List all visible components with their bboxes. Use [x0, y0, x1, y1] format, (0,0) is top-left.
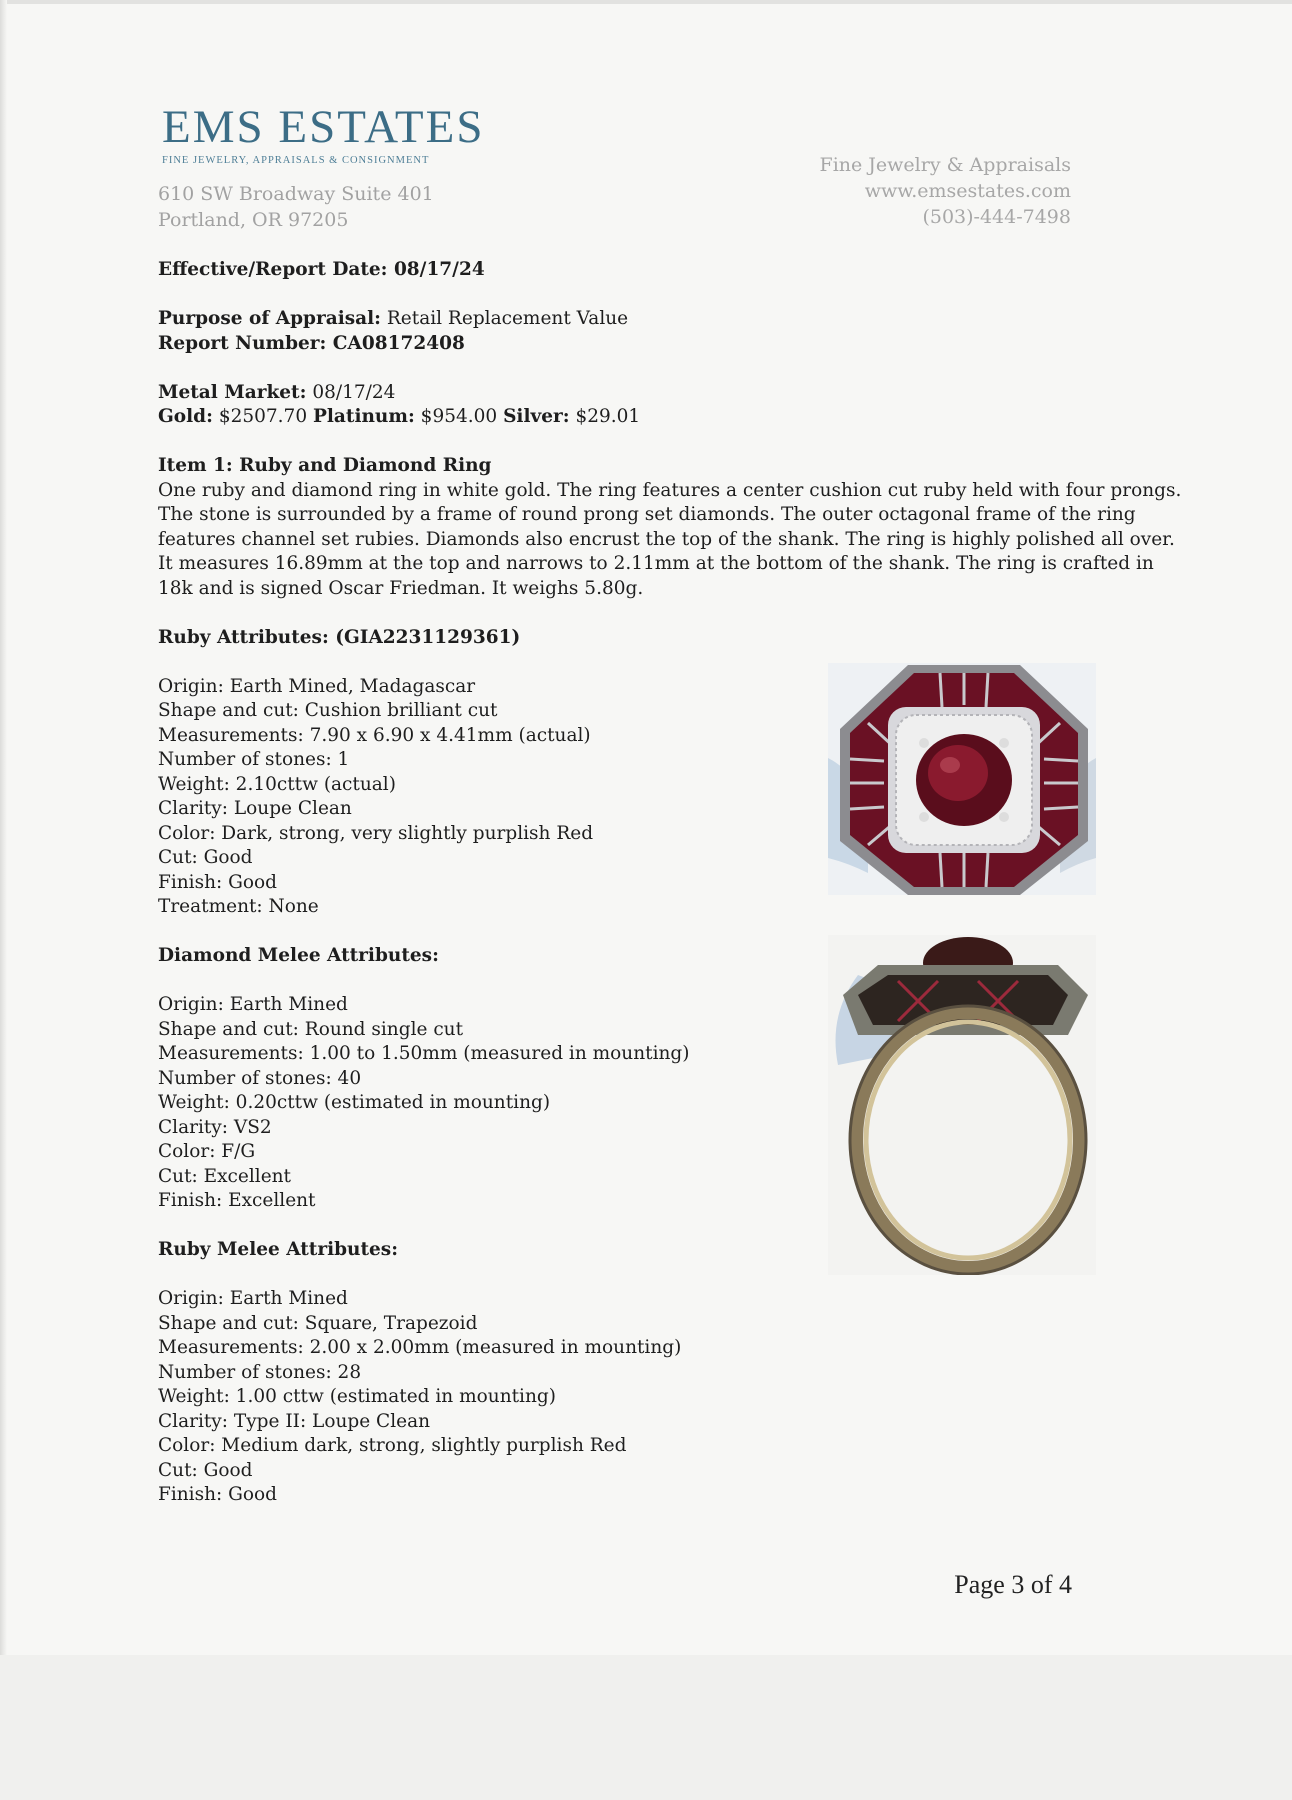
- item-description: [158, 479, 1182, 602]
- ruby-melee-attributes: [158, 1287, 1158, 1508]
- description-line: One ruby and diamond ring in white gold. The ring features a center cushion cut ruby held with four prongs.: [158, 479, 1182, 501]
- ring-top-view-photo: [828, 663, 1096, 895]
- attribute-line: Shape and cut: Round single cut: [158, 1018, 464, 1040]
- attribute-line: Clarity: Type II: Loupe Clean: [158, 1410, 431, 1432]
- attribute-line: Finish: Good: [158, 1484, 278, 1505]
- ruby-attributes-heading: Ruby Attributes: (GIA2231129361): [158, 626, 521, 648]
- attribute-line: Cut: Excellent: [158, 1165, 291, 1187]
- report-date: Effective/Report Date: 08/17/24: [158, 259, 485, 280]
- attribute-line: Measurements: 1.00 to 1.50mm (measured in mounting): [158, 1043, 690, 1064]
- attribute-line: Cut: Good: [158, 1459, 253, 1481]
- attribute-line: Number of stones: 1: [158, 749, 350, 770]
- ruby-melee-heading: Ruby Melee Attributes:: [158, 1239, 399, 1260]
- description-line: 18k and is signed Oscar Friedman. It weighs 5.80g.: [158, 577, 644, 599]
- attribute-line: Color: F/G: [158, 1141, 256, 1162]
- diamond-melee-heading: Diamond Melee Attributes:: [158, 945, 439, 966]
- description-line: The stone is surrounded by a frame of round prong set diamonds. The outer octagonal frame of the ring: [158, 504, 1136, 525]
- scan-background: [0, 1655, 1292, 1800]
- page-edge-shadow: [0, 0, 7, 1800]
- company-contact: [700, 152, 1071, 230]
- attribute-line: Color: Dark, strong, very slightly purplish Red: [158, 822, 594, 844]
- attribute-line: Color: Medium dark, strong, slightly purplish Red: [158, 1435, 627, 1456]
- report-number: Report Number: CA08172408: [158, 332, 465, 354]
- brand-tagline: FINE JEWELRY, APPRAISALS & CONSIGNMENT: [162, 155, 430, 166]
- contact-phone: (503)-444-7498: [922, 206, 1071, 228]
- attribute-line: Measurements: 2.00 x 2.00mm (measured in mounting): [158, 1337, 682, 1358]
- description-line: It measures 16.89mm at the top and narrows to 2.11mm at the bottom of the shank. The ring is crafted in: [158, 553, 1154, 574]
- attribute-line: Weight: 1.00 cttw (estimated in mounting): [158, 1386, 556, 1407]
- metal-prices: Gold: $2507.70 Platinum: $954.00 Silver: $29.01: [158, 406, 641, 427]
- attribute-line: Measurements: 7.90 x 6.90 x 4.41mm (actual): [158, 724, 591, 746]
- attribute-line: Finish: Excellent: [158, 1190, 316, 1211]
- metal-market: Metal Market: 08/17/24: [158, 381, 396, 403]
- attribute-line: Number of stones: 40: [158, 1067, 362, 1089]
- ring-side-view-photo: [828, 935, 1096, 1275]
- attribute-line: Origin: Earth Mined: [158, 1288, 348, 1309]
- contact-website: www.emsestates.com: [864, 180, 1071, 202]
- attribute-line: Number of stones: 28: [158, 1361, 362, 1383]
- page-number: Page 3 of 4: [954, 1570, 1072, 1599]
- contact-tagline: Fine Jewelry & Appraisals: [819, 154, 1071, 176]
- address-line: Portland, OR 97205: [158, 209, 349, 231]
- attribute-line: Finish: Good: [158, 871, 278, 893]
- attribute-line: Clarity: VS2: [158, 1116, 272, 1138]
- attribute-line: Treatment: None: [158, 896, 319, 917]
- item-title: Item 1: Ruby and Diamond Ring: [158, 455, 492, 476]
- company-address: [158, 181, 434, 233]
- page-edge: [0, 0, 1292, 4]
- attribute-line: Cut: Good: [158, 847, 253, 868]
- purpose-of-appraisal: Purpose of Appraisal: Retail Replacement Value: [158, 308, 629, 329]
- address-line: 610 SW Broadway Suite 401: [158, 183, 434, 205]
- attribute-line: Weight: 0.20cttw (estimated in mounting): [158, 1092, 551, 1113]
- description-line: features channel set rubies. Diamonds also encrust the top of the shank. The ring is highly polished all over.: [158, 528, 1175, 550]
- attribute-line: Clarity: Loupe Clean: [158, 798, 352, 819]
- attribute-line: Origin: Earth Mined, Madagascar: [158, 675, 476, 697]
- attribute-line: Weight: 2.10cttw (actual): [158, 773, 396, 795]
- attribute-line: Shape and cut: Cushion brilliant cut: [158, 700, 498, 721]
- company-logo: [162, 101, 485, 166]
- brand-name: EMS ESTATES: [162, 101, 485, 153]
- attribute-line: Shape and cut: Square, Trapezoid: [158, 1312, 478, 1334]
- attribute-line: Origin: Earth Mined: [158, 994, 348, 1015]
